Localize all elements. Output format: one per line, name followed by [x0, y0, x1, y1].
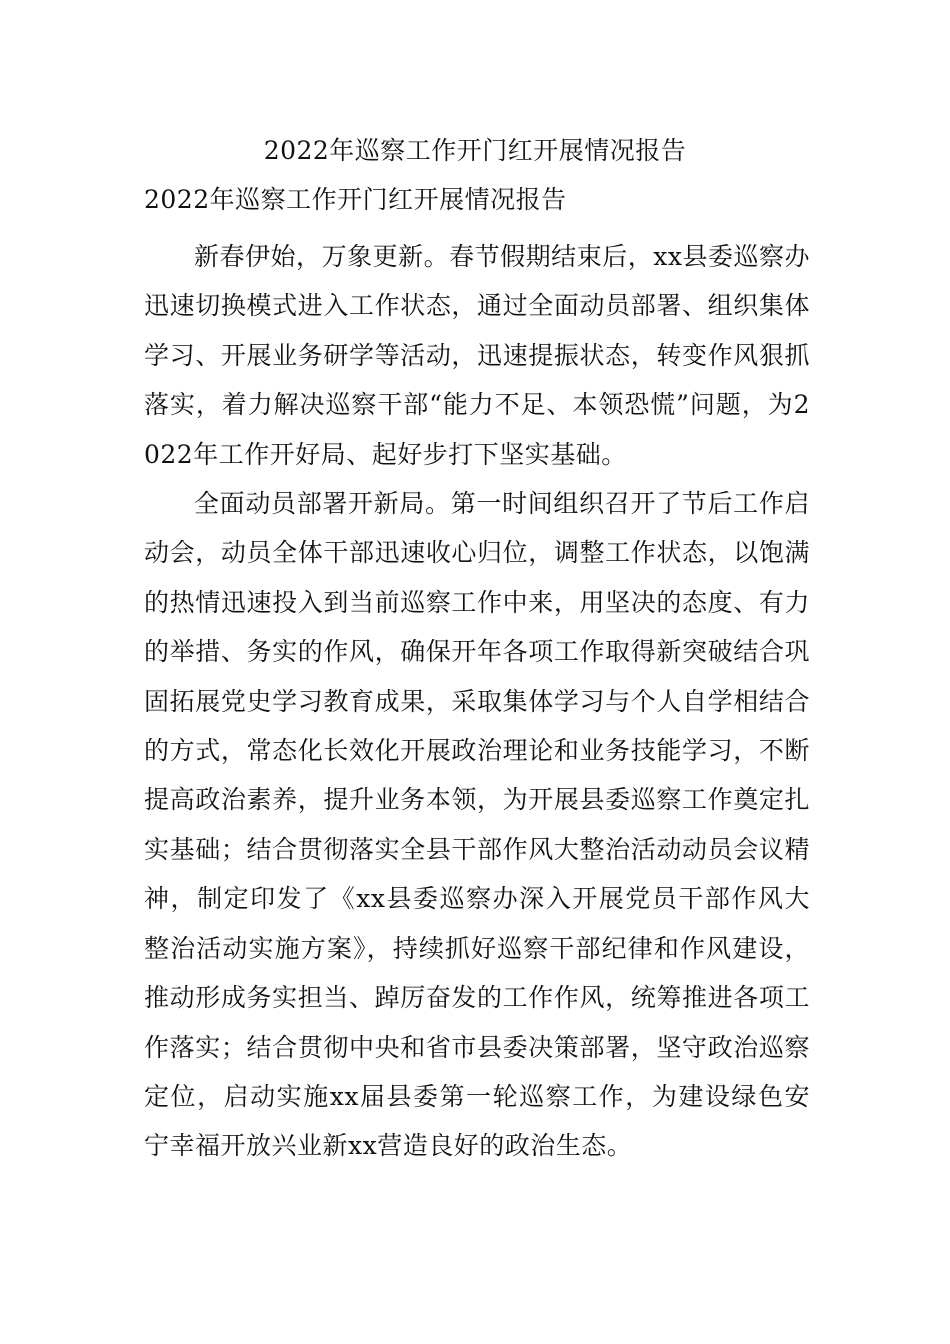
- paragraph-intro: 新春伊始，万象更新。春节假期结束后，xx县委巡察办迅速切换模式进入工作状态，通过全面动员部署、组织集体学习、开展业务研学等活动，迅速提振状态，转变作风狠抓落实，着力解决巡察干部“能力不足、本领恐慌”问题，为2022年工作开好局、起好步打下坚实基础。: [144, 242, 810, 469]
- document-subtitle: 2022年巡察工作开门红开展情况报告: [144, 185, 567, 214]
- document-body: [144, 182, 810, 1171]
- paragraph-mobilization: 全面动员部署开新局。第一时间组织召开了节后工作启动会，动员全体干部迅速收心归位，调整工作状态，以饱满的热情迅速投入到当前巡察工作中来，用坚决的态度、有力的举措、务实的作风，确保开年各项工作取得新突破结合巩固拓展党史学习教育成果，采取集体学习与个人自学相结合的方式，常态化长效化开展政治理论和业务技能学习，不断提高政治素养，提升业务本领，为开展县委巡察工作奠定扎实基础；结合贯彻落实全县干部作风大整治活动动员会议精神，制定印发了《xx县委巡察办深入开展党员干部作风大整治活动实施方案》，持续抓好巡察干部纪律和作风建设，推动形成务实担当、踔厉奋发的工作作风，统筹推进各项工作落实；结合贯彻中央和省市县委决策部署，坚守政治巡察定位，启动实施xx届县委第一轮巡察工作，为建设绿色安宁幸福开放兴业新xx营造良好的政治生态。: [144, 489, 810, 1161]
- document-title: 2022年巡察工作开门红开展情况报告: [263, 136, 687, 165]
